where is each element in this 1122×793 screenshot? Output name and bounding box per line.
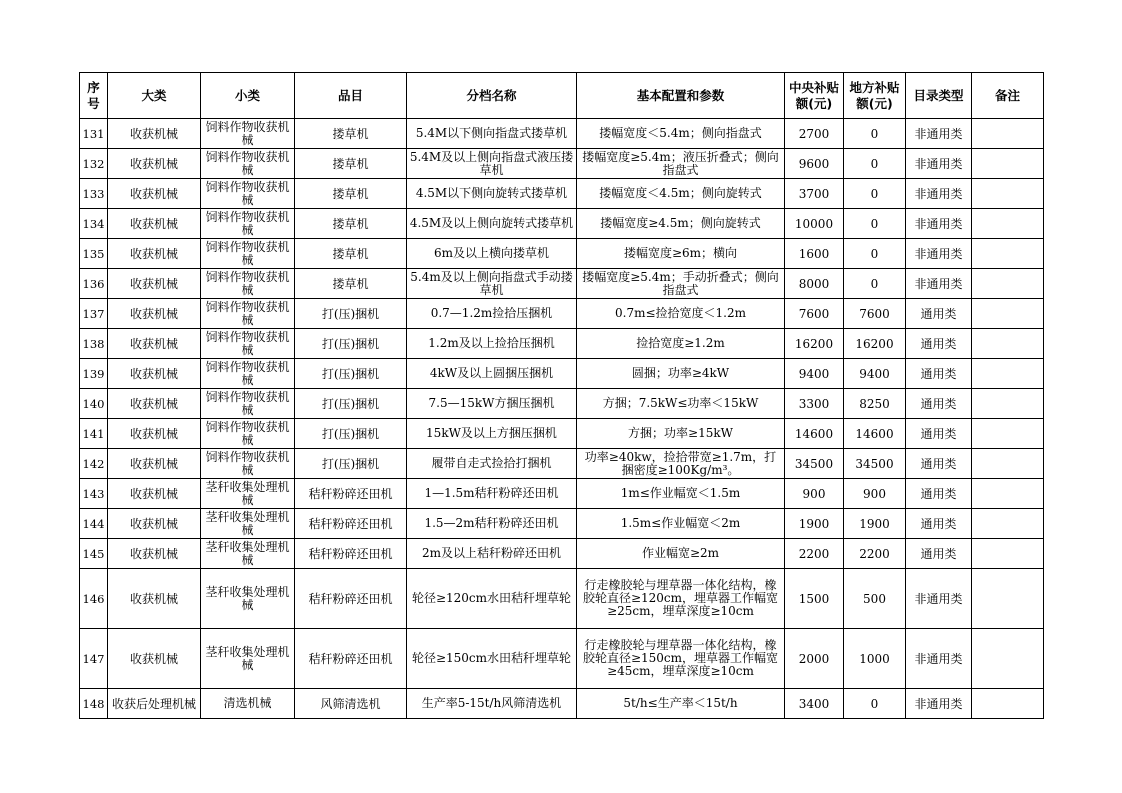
grade-name-cell: 4.5M及以上侧向旋转式搂草机 — [407, 209, 577, 239]
table-row — [80, 479, 1044, 509]
minor-category-cell: 茎秆收集处理机械 — [201, 539, 295, 569]
header-spec: 基本配置和参数 — [577, 73, 785, 119]
spec-cell: 方捆；功率≥15kW — [577, 419, 785, 449]
row-number-cell: 144 — [80, 509, 108, 539]
major-category-cell: 收获机械 — [108, 149, 201, 179]
local-subsidy-cell: 0 — [844, 689, 906, 719]
major-category-cell: 收获机械 — [108, 359, 201, 389]
major-category-cell: 收获机械 — [108, 299, 201, 329]
local-subsidy-cell: 0 — [844, 239, 906, 269]
central-subsidy-cell: 2200 — [785, 539, 844, 569]
grade-name-cell: 轮径≥120cm水田秸秆埋草轮 — [407, 569, 577, 629]
grade-name-cell: 4kW及以上圆捆压捆机 — [407, 359, 577, 389]
item-name-cell: 打(压)捆机 — [295, 299, 407, 329]
grade-name-cell: 1.5—2m秸秆粉碎还田机 — [407, 509, 577, 539]
central-subsidy-cell: 3700 — [785, 179, 844, 209]
spec-cell: 功率≥40kw，捡拾带宽≥1.7m，打捆密度≥100Kg/m³。 — [577, 449, 785, 479]
minor-category-cell: 饲料作物收获机械 — [201, 419, 295, 449]
item-name-cell: 打(压)捆机 — [295, 329, 407, 359]
local-subsidy-cell: 900 — [844, 479, 906, 509]
major-category-cell: 收获机械 — [108, 539, 201, 569]
table-row — [80, 299, 1044, 329]
table-row — [80, 359, 1044, 389]
header-catalog-type: 目录类型 — [906, 73, 972, 119]
local-subsidy-cell: 2200 — [844, 539, 906, 569]
item-name-cell: 打(压)捆机 — [295, 389, 407, 419]
table-row — [80, 449, 1044, 479]
central-subsidy-cell: 2700 — [785, 119, 844, 149]
local-subsidy-cell: 0 — [844, 119, 906, 149]
note-cell — [972, 179, 1044, 209]
major-category-cell: 收获机械 — [108, 329, 201, 359]
item-name-cell: 搂草机 — [295, 239, 407, 269]
row-number-cell: 148 — [80, 689, 108, 719]
table-row — [80, 389, 1044, 419]
table-row — [80, 119, 1044, 149]
catalog-type-cell: 通用类 — [906, 299, 972, 329]
table-row — [80, 239, 1044, 269]
spec-cell: 捡拾宽度≥1.2m — [577, 329, 785, 359]
note-cell — [972, 629, 1044, 689]
grade-name-cell: 轮径≥150cm水田秸秆埋草轮 — [407, 629, 577, 689]
note-cell — [972, 389, 1044, 419]
table-row — [80, 419, 1044, 449]
note-cell — [972, 689, 1044, 719]
note-cell — [972, 539, 1044, 569]
catalog-type-cell: 非通用类 — [906, 179, 972, 209]
central-subsidy-cell: 14600 — [785, 419, 844, 449]
central-subsidy-cell: 34500 — [785, 449, 844, 479]
row-number-cell: 142 — [80, 449, 108, 479]
header-no: 序号 — [80, 73, 108, 119]
local-subsidy-cell: 9400 — [844, 359, 906, 389]
row-number-cell: 134 — [80, 209, 108, 239]
local-subsidy-cell: 500 — [844, 569, 906, 629]
table-row — [80, 539, 1044, 569]
minor-category-cell: 饲料作物收获机械 — [201, 329, 295, 359]
row-number-cell: 131 — [80, 119, 108, 149]
table-row — [80, 329, 1044, 359]
central-subsidy-cell: 3400 — [785, 689, 844, 719]
local-subsidy-cell: 0 — [844, 269, 906, 299]
major-category-cell: 收获机械 — [108, 179, 201, 209]
catalog-type-cell: 通用类 — [906, 359, 972, 389]
item-name-cell: 秸秆粉碎还田机 — [295, 629, 407, 689]
major-category-cell: 收获机械 — [108, 269, 201, 299]
central-subsidy-cell: 7600 — [785, 299, 844, 329]
item-name-cell: 风筛清选机 — [295, 689, 407, 719]
minor-category-cell: 茎秆收集处理机械 — [201, 569, 295, 629]
catalog-type-cell: 通用类 — [906, 479, 972, 509]
row-number-cell: 146 — [80, 569, 108, 629]
table-row — [80, 689, 1044, 719]
spec-cell: 作业幅宽≥2m — [577, 539, 785, 569]
row-number-cell: 135 — [80, 239, 108, 269]
central-subsidy-cell: 1500 — [785, 569, 844, 629]
central-subsidy-cell: 900 — [785, 479, 844, 509]
note-cell — [972, 299, 1044, 329]
spec-cell: 行走橡胶轮与埋草器一体化结构，橡胶轮直径≥120cm，埋草器工作幅宽≥25cm，埋草深度≥10cm — [577, 569, 785, 629]
item-name-cell: 打(压)捆机 — [295, 419, 407, 449]
minor-category-cell: 茎秆收集处理机械 — [201, 479, 295, 509]
catalog-type-cell: 非通用类 — [906, 239, 972, 269]
subsidy-table — [79, 72, 1044, 719]
local-subsidy-cell: 34500 — [844, 449, 906, 479]
catalog-type-cell: 通用类 — [906, 329, 972, 359]
major-category-cell: 收获机械 — [108, 419, 201, 449]
item-name-cell: 搂草机 — [295, 179, 407, 209]
grade-name-cell: 15kW及以上方捆压捆机 — [407, 419, 577, 449]
minor-category-cell: 饲料作物收获机械 — [201, 359, 295, 389]
table-header-row — [80, 73, 1044, 119]
row-number-cell: 139 — [80, 359, 108, 389]
central-subsidy-cell: 1900 — [785, 509, 844, 539]
row-number-cell: 133 — [80, 179, 108, 209]
central-subsidy-cell: 9400 — [785, 359, 844, 389]
minor-category-cell: 饲料作物收获机械 — [201, 299, 295, 329]
grade-name-cell: 6m及以上横向搂草机 — [407, 239, 577, 269]
row-number-cell: 141 — [80, 419, 108, 449]
catalog-type-cell: 非通用类 — [906, 689, 972, 719]
header-major-category: 大类 — [108, 73, 201, 119]
major-category-cell: 收获机械 — [108, 629, 201, 689]
major-category-cell: 收获机械 — [108, 239, 201, 269]
central-subsidy-cell: 8000 — [785, 269, 844, 299]
spec-cell: 搂幅宽度≥4.5m；侧向旋转式 — [577, 209, 785, 239]
row-number-cell: 140 — [80, 389, 108, 419]
catalog-type-cell: 非通用类 — [906, 119, 972, 149]
spec-cell: 搂幅宽度＜5.4m；侧向指盘式 — [577, 119, 785, 149]
note-cell — [972, 359, 1044, 389]
spec-cell: 搂幅宽度≥5.4m；液压折叠式；侧向指盘式 — [577, 149, 785, 179]
catalog-type-cell: 通用类 — [906, 539, 972, 569]
note-cell — [972, 239, 1044, 269]
minor-category-cell: 饲料作物收获机械 — [201, 209, 295, 239]
note-cell — [972, 119, 1044, 149]
central-subsidy-cell: 2000 — [785, 629, 844, 689]
spec-cell: 5t/h≤生产率＜15t/h — [577, 689, 785, 719]
table-row — [80, 269, 1044, 299]
local-subsidy-cell: 8250 — [844, 389, 906, 419]
grade-name-cell: 5.4m及以上侧向指盘式手动搂草机 — [407, 269, 577, 299]
central-subsidy-cell: 9600 — [785, 149, 844, 179]
spec-cell: 方捆；7.5kW≤功率＜15kW — [577, 389, 785, 419]
major-category-cell: 收获机械 — [108, 209, 201, 239]
catalog-type-cell: 通用类 — [906, 389, 972, 419]
grade-name-cell: 2m及以上秸秆粉碎还田机 — [407, 539, 577, 569]
note-cell — [972, 269, 1044, 299]
spec-cell: 搂幅宽度≥5.4m；手动折叠式；侧向指盘式 — [577, 269, 785, 299]
local-subsidy-cell: 14600 — [844, 419, 906, 449]
row-number-cell: 136 — [80, 269, 108, 299]
central-subsidy-cell: 3300 — [785, 389, 844, 419]
major-category-cell: 收获机械 — [108, 389, 201, 419]
minor-category-cell: 饲料作物收获机械 — [201, 389, 295, 419]
item-name-cell: 秸秆粉碎还田机 — [295, 509, 407, 539]
central-subsidy-cell: 1600 — [785, 239, 844, 269]
header-item: 品目 — [295, 73, 407, 119]
catalog-type-cell: 非通用类 — [906, 629, 972, 689]
table-row — [80, 509, 1044, 539]
item-name-cell: 搂草机 — [295, 119, 407, 149]
item-name-cell: 秸秆粉碎还田机 — [295, 479, 407, 509]
table-row — [80, 149, 1044, 179]
grade-name-cell: 7.5—15kW方捆压捆机 — [407, 389, 577, 419]
row-number-cell: 147 — [80, 629, 108, 689]
note-cell — [972, 569, 1044, 629]
header-grade-name: 分档名称 — [407, 73, 577, 119]
note-cell — [972, 209, 1044, 239]
row-number-cell: 138 — [80, 329, 108, 359]
grade-name-cell: 5.4M以下侧向指盘式搂草机 — [407, 119, 577, 149]
minor-category-cell: 饲料作物收获机械 — [201, 269, 295, 299]
catalog-type-cell: 通用类 — [906, 509, 972, 539]
item-name-cell: 搂草机 — [295, 209, 407, 239]
header-minor-category: 小类 — [201, 73, 295, 119]
grade-name-cell: 0.7—1.2m捡拾压捆机 — [407, 299, 577, 329]
row-number-cell: 145 — [80, 539, 108, 569]
minor-category-cell: 饲料作物收获机械 — [201, 119, 295, 149]
note-cell — [972, 329, 1044, 359]
grade-name-cell: 5.4M及以上侧向指盘式液压搂草机 — [407, 149, 577, 179]
item-name-cell: 秸秆粉碎还田机 — [295, 569, 407, 629]
table-row — [80, 569, 1044, 629]
grade-name-cell: 4.5M以下侧向旋转式搂草机 — [407, 179, 577, 209]
local-subsidy-cell: 0 — [844, 149, 906, 179]
local-subsidy-cell: 1900 — [844, 509, 906, 539]
local-subsidy-cell: 7600 — [844, 299, 906, 329]
header-note: 备注 — [972, 73, 1044, 119]
spec-cell: 搂幅宽度≥6m；横向 — [577, 239, 785, 269]
catalog-type-cell: 非通用类 — [906, 209, 972, 239]
major-category-cell: 收获机械 — [108, 119, 201, 149]
grade-name-cell: 1—1.5m秸秆粉碎还田机 — [407, 479, 577, 509]
minor-category-cell: 饲料作物收获机械 — [201, 179, 295, 209]
note-cell — [972, 479, 1044, 509]
spec-cell: 0.7m≤捡拾宽度＜1.2m — [577, 299, 785, 329]
minor-category-cell: 饲料作物收获机械 — [201, 239, 295, 269]
catalog-type-cell: 通用类 — [906, 449, 972, 479]
central-subsidy-cell: 10000 — [785, 209, 844, 239]
local-subsidy-cell: 0 — [844, 209, 906, 239]
grade-name-cell: 1.2m及以上捡拾压捆机 — [407, 329, 577, 359]
header-local-subsidy: 地方补贴额(元) — [844, 73, 906, 119]
catalog-type-cell: 通用类 — [906, 419, 972, 449]
note-cell — [972, 149, 1044, 179]
major-category-cell: 收获机械 — [108, 569, 201, 629]
spec-cell: 行走橡胶轮与埋草器一体化结构，橡胶轮直径≥150cm，埋草器工作幅宽≥45cm，埋草深度≥10cm — [577, 629, 785, 689]
minor-category-cell: 茎秆收集处理机械 — [201, 629, 295, 689]
major-category-cell: 收获机械 — [108, 449, 201, 479]
table-row — [80, 209, 1044, 239]
spec-cell: 1m≤作业幅宽＜1.5m — [577, 479, 785, 509]
major-category-cell: 收获机械 — [108, 509, 201, 539]
item-name-cell: 搂草机 — [295, 269, 407, 299]
table-row — [80, 629, 1044, 689]
row-number-cell: 143 — [80, 479, 108, 509]
catalog-type-cell: 非通用类 — [906, 269, 972, 299]
central-subsidy-cell: 16200 — [785, 329, 844, 359]
note-cell — [972, 419, 1044, 449]
minor-category-cell: 饲料作物收获机械 — [201, 449, 295, 479]
item-name-cell: 搂草机 — [295, 149, 407, 179]
local-subsidy-cell: 16200 — [844, 329, 906, 359]
item-name-cell: 打(压)捆机 — [295, 449, 407, 479]
row-number-cell: 137 — [80, 299, 108, 329]
spec-cell: 1.5m≤作业幅宽＜2m — [577, 509, 785, 539]
local-subsidy-cell: 0 — [844, 179, 906, 209]
table-row — [80, 179, 1044, 209]
grade-name-cell: 生产率5-15t/h风筛清选机 — [407, 689, 577, 719]
local-subsidy-cell: 1000 — [844, 629, 906, 689]
major-category-cell: 收获机械 — [108, 479, 201, 509]
major-category-cell: 收获后处理机械 — [108, 689, 201, 719]
item-name-cell: 秸秆粉碎还田机 — [295, 539, 407, 569]
row-number-cell: 132 — [80, 149, 108, 179]
minor-category-cell: 饲料作物收获机械 — [201, 149, 295, 179]
spec-cell: 圆捆；功率≥4kW — [577, 359, 785, 389]
note-cell — [972, 509, 1044, 539]
minor-category-cell: 清选机械 — [201, 689, 295, 719]
catalog-type-cell: 非通用类 — [906, 149, 972, 179]
catalog-type-cell: 非通用类 — [906, 569, 972, 629]
spec-cell: 搂幅宽度＜4.5m；侧向旋转式 — [577, 179, 785, 209]
item-name-cell: 打(压)捆机 — [295, 359, 407, 389]
grade-name-cell: 履带自走式捡拾打捆机 — [407, 449, 577, 479]
header-central-subsidy: 中央补贴额(元) — [785, 73, 844, 119]
minor-category-cell: 茎秆收集处理机械 — [201, 509, 295, 539]
note-cell — [972, 449, 1044, 479]
